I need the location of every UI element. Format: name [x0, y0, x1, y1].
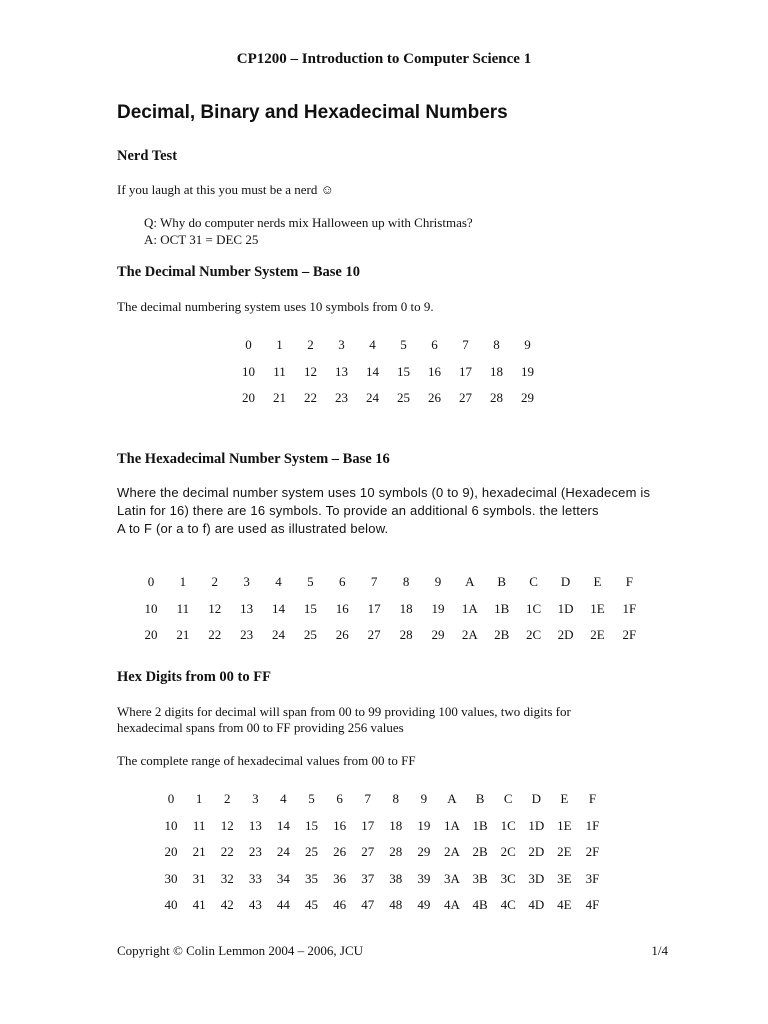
- table-cell: 18: [399, 600, 413, 616]
- table-cell: 1C: [500, 817, 516, 833]
- table-cell: 25: [397, 390, 410, 406]
- table-cell: 17: [459, 363, 472, 379]
- table-cell: 22: [208, 627, 222, 643]
- table-cell: 18: [490, 363, 503, 379]
- table-cell: 44: [276, 897, 290, 913]
- table-cell: D: [531, 791, 541, 807]
- table-cell: 20: [242, 390, 255, 406]
- table-cell: C: [529, 574, 538, 590]
- table-cell: 6: [339, 574, 346, 590]
- table-cell: 2B: [494, 627, 510, 643]
- table-cell: 22: [304, 390, 317, 406]
- table-cell: 26: [335, 627, 349, 643]
- table-cell: 2: [307, 337, 314, 353]
- table-row: [233, 359, 543, 386]
- table-cell: 10: [164, 817, 178, 833]
- table-cell: 19: [521, 363, 534, 379]
- nerd-test-answer: A: OCT 31 = DEC 25: [144, 232, 259, 247]
- table-cell: 7: [462, 337, 469, 353]
- table-cell: 45: [305, 897, 319, 913]
- table-cell: 1C: [526, 600, 542, 616]
- hex-table: [135, 569, 645, 649]
- table-cell: F: [588, 791, 597, 807]
- table-cell: 28: [490, 390, 503, 406]
- table-cell: 11: [192, 817, 206, 833]
- table-cell: 1A: [461, 600, 478, 616]
- hex-heading: The Hexadecimal Number System – Base 16: [117, 451, 390, 467]
- table-cell: 11: [273, 363, 286, 379]
- table-cell: 2B: [472, 844, 488, 860]
- table-cell: 2F: [622, 627, 637, 643]
- table-cell: 49: [417, 897, 431, 913]
- table-cell: 12: [208, 600, 222, 616]
- table-cell: 6: [431, 337, 438, 353]
- table-cell: 43: [248, 897, 262, 913]
- table-row: [157, 892, 607, 919]
- table-cell: 17: [361, 817, 375, 833]
- table-cell: 34: [276, 870, 290, 886]
- table-cell: 28: [389, 844, 403, 860]
- hex-text-line: A to F (or a to f) are used as illustrated below.: [117, 521, 389, 536]
- hex-digits-text-line: Where 2 digits for decimal will span from 00 to 99 providing 100 values, two digits for: [117, 704, 571, 719]
- table-cell: 2C: [526, 627, 542, 643]
- table-cell: 5: [307, 574, 314, 590]
- table-cell: 37: [361, 870, 375, 886]
- table-cell: 8: [402, 574, 410, 590]
- table-cell: F: [625, 574, 633, 590]
- nerd-test-heading: Nerd Test: [117, 148, 178, 164]
- table-cell: 8: [392, 791, 400, 807]
- table-cell: 5: [308, 791, 315, 807]
- table-cell: 3E: [557, 870, 572, 886]
- table-cell: 16: [333, 817, 347, 833]
- table-cell: 21: [192, 844, 206, 860]
- table-cell: 13: [240, 600, 254, 616]
- table-row: [157, 866, 607, 893]
- table-cell: B: [475, 791, 485, 807]
- table-cell: 14: [276, 817, 290, 833]
- table-cell: 8: [493, 337, 500, 353]
- nerd-test-intro: If you laugh at this you must be a nerd ☺: [117, 182, 334, 197]
- table-cell: 4B: [472, 897, 488, 913]
- table-cell: 32: [220, 870, 234, 886]
- page-title: Decimal, Binary and Hexadecimal Numbers: [117, 102, 508, 123]
- table-cell: 15: [305, 817, 319, 833]
- table-cell: 24: [272, 627, 285, 643]
- hex-digits-heading: Hex Digits from 00 to FF: [117, 669, 271, 685]
- table-cell: C: [503, 791, 513, 807]
- table-cell: 3: [338, 337, 345, 353]
- decimal-table: [233, 332, 543, 412]
- table-cell: 27: [367, 627, 381, 643]
- table-cell: 2E: [557, 844, 572, 860]
- table-cell: 31: [192, 870, 206, 886]
- table-row: [135, 596, 645, 623]
- table-cell: 18: [389, 817, 403, 833]
- table-cell: 16: [428, 363, 441, 379]
- table-cell: 2E: [590, 627, 605, 643]
- table-cell: 1F: [585, 817, 600, 833]
- table-cell: 29: [521, 390, 534, 406]
- table-row: [157, 813, 607, 840]
- table-cell: 3: [252, 791, 259, 807]
- table-cell: 21: [273, 390, 286, 406]
- table-row: [157, 839, 607, 866]
- table-cell: 4A: [444, 897, 460, 913]
- table-cell: 1D: [557, 600, 574, 616]
- table-row: [233, 385, 543, 412]
- table-cell: 11: [176, 600, 190, 616]
- table-cell: 2C: [500, 844, 516, 860]
- table-cell: 6: [336, 791, 343, 807]
- table-cell: 0: [245, 337, 252, 353]
- table-cell: 2D: [557, 627, 574, 643]
- table-cell: 1: [276, 337, 283, 353]
- table-cell: 4C: [500, 897, 516, 913]
- table-cell: 9: [524, 337, 531, 353]
- table-cell: 2A: [444, 844, 460, 860]
- hex-text-line: Where the decimal number system uses 10 symbols (0 to 9), hexadecimal (Hexadecem is: [117, 485, 651, 500]
- hex-range-table: [157, 786, 607, 919]
- table-cell: 1D: [528, 817, 545, 833]
- table-cell: 4F: [585, 897, 600, 913]
- table-cell: 14: [272, 600, 285, 616]
- course-header: CP1200 – Introduction to Computer Science 1: [236, 51, 532, 67]
- table-cell: 16: [335, 600, 349, 616]
- table-cell: 9: [434, 574, 442, 590]
- table-cell: 25: [303, 627, 317, 643]
- table-cell: 4: [275, 574, 282, 590]
- table-cell: 28: [399, 627, 413, 643]
- table-cell: 1F: [622, 600, 637, 616]
- table-cell: 26: [428, 390, 441, 406]
- table-cell: 0: [167, 791, 175, 807]
- table-cell: 22: [220, 844, 234, 860]
- table-cell: 29: [417, 844, 431, 860]
- table-cell: 5: [400, 337, 407, 353]
- table-cell: 39: [417, 870, 431, 886]
- table-cell: 19: [431, 600, 445, 616]
- table-cell: 4: [369, 337, 376, 353]
- table-cell: 24: [276, 844, 290, 860]
- table-cell: A: [447, 791, 457, 807]
- hex-range-text: The complete range of hexadecimal values from 00 to FF: [117, 753, 416, 768]
- table-cell: 30: [164, 870, 178, 886]
- table-cell: 1B: [472, 817, 488, 833]
- table-cell: D: [560, 574, 571, 590]
- table-cell: 3C: [500, 870, 516, 886]
- table-cell: 1A: [444, 817, 460, 833]
- table-cell: 7: [364, 791, 371, 807]
- table-cell: 24: [366, 390, 379, 406]
- table-cell: 3A: [444, 870, 460, 886]
- footer-page-number: 1/4: [651, 943, 668, 958]
- table-cell: 2D: [528, 844, 545, 860]
- table-cell: 17: [367, 600, 381, 616]
- table-row: [233, 332, 543, 359]
- table-cell: 26: [333, 844, 347, 860]
- table-cell: 25: [305, 844, 319, 860]
- table-cell: 14: [366, 363, 379, 379]
- table-cell: 2: [223, 791, 231, 807]
- footer-copyright: Copyright © Colin Lemmon 2004 – 2006, JCU: [117, 943, 364, 958]
- table-cell: 38: [389, 870, 403, 886]
- table-cell: 3: [243, 574, 250, 590]
- table-cell: 27: [459, 390, 472, 406]
- table-cell: 41: [192, 897, 206, 913]
- table-cell: 1E: [557, 817, 572, 833]
- table-cell: 33: [248, 870, 262, 886]
- table-cell: 19: [417, 817, 431, 833]
- table-cell: 2A: [461, 627, 478, 643]
- table-cell: 4E: [557, 897, 572, 913]
- table-cell: A: [465, 574, 475, 590]
- table-cell: 35: [305, 870, 319, 886]
- table-cell: 12: [304, 363, 317, 379]
- table-cell: 1: [179, 574, 187, 590]
- table-cell: 23: [240, 627, 254, 643]
- decimal-text: The decimal numbering system uses 10 symbols from 0 to 9.: [117, 299, 434, 314]
- table-cell: 15: [303, 600, 317, 616]
- table-cell: 13: [248, 817, 262, 833]
- table-cell: 36: [333, 870, 347, 886]
- table-cell: 2: [211, 574, 218, 590]
- table-cell: 1E: [590, 600, 605, 616]
- table-cell: 4: [280, 791, 287, 807]
- table-cell: 3F: [585, 870, 600, 886]
- table-cell: B: [497, 574, 507, 590]
- table-cell: 23: [248, 844, 262, 860]
- table-cell: 20: [164, 844, 178, 860]
- table-cell: 0: [147, 574, 155, 590]
- hex-paragraph: [117, 484, 650, 538]
- table-cell: 46: [333, 897, 347, 913]
- table-cell: 12: [220, 817, 234, 833]
- table-cell: E: [560, 791, 569, 807]
- nerd-test-question: Q: Why do computer nerds mix Halloween up with Christmas?: [144, 215, 473, 230]
- hex-text-line: Latin for 16) there are 16 symbols. To provide an additional 6 symbols. the letters: [117, 503, 599, 518]
- table-cell: 47: [361, 897, 375, 913]
- table-cell: 13: [335, 363, 348, 379]
- table-row: [157, 786, 607, 813]
- table-cell: 3B: [472, 870, 488, 886]
- table-cell: 1: [195, 791, 203, 807]
- decimal-heading: The Decimal Number System – Base 10: [117, 264, 360, 280]
- table-cell: 2F: [585, 844, 600, 860]
- table-cell: 9: [420, 791, 428, 807]
- table-cell: E: [593, 574, 602, 590]
- table-cell: 48: [389, 897, 403, 913]
- table-cell: 15: [397, 363, 410, 379]
- table-cell: 20: [144, 627, 158, 643]
- table-cell: 7: [370, 574, 378, 590]
- hex-digits-text-line: hexadecimal spans from 00 to FF providing 256 values: [117, 720, 404, 735]
- table-cell: 29: [431, 627, 445, 643]
- table-row: [135, 622, 645, 649]
- table-cell: 3D: [528, 870, 545, 886]
- table-cell: 10: [242, 363, 255, 379]
- table-cell: 40: [164, 897, 178, 913]
- table-row: [135, 569, 645, 596]
- table-cell: 27: [361, 844, 375, 860]
- table-cell: 4D: [528, 897, 545, 913]
- table-cell: 10: [144, 600, 158, 616]
- table-cell: 1B: [494, 600, 510, 616]
- table-cell: 21: [176, 627, 190, 643]
- table-cell: 42: [220, 897, 234, 913]
- table-cell: 23: [335, 390, 348, 406]
